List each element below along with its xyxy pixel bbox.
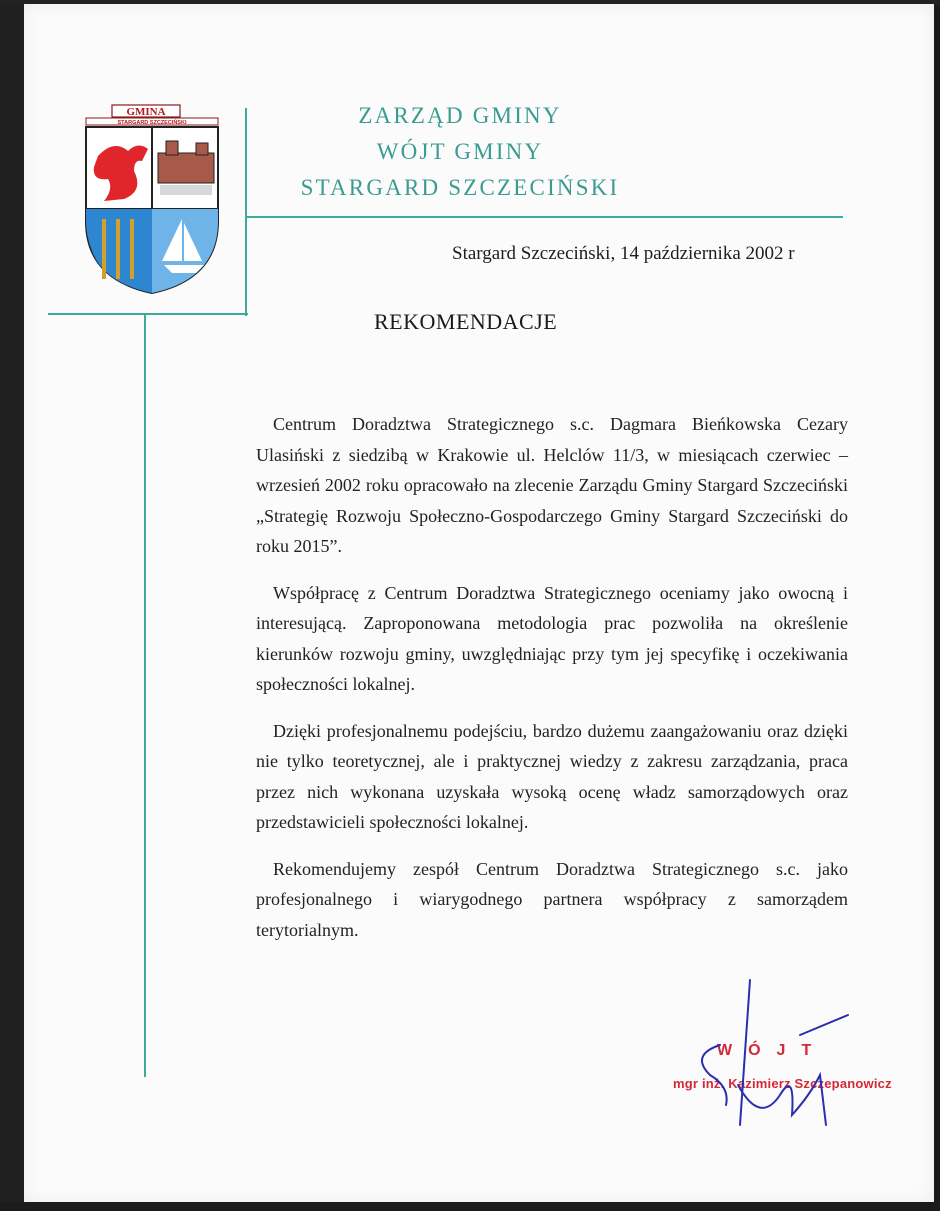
letter-body: [256, 409, 848, 961]
letterhead-line-2: WÓJT GMINY: [376, 139, 544, 164]
stamp-name: mgr inż. Kazimierz Szczepanowicz: [673, 1076, 892, 1091]
letter-date: Stargard Szczeciński, 14 października 2002 r: [452, 243, 795, 264]
letterhead-line-1: ZARZĄD GMINY: [358, 103, 562, 128]
letterhead-rule-vertical-margin: [144, 313, 146, 1077]
scan-border-bottom: [0, 1202, 940, 1211]
paragraph-4: Rekomendujemy zespół Centrum Doradztwa Strategicznego s.c. jako profesjonalnego i wiarygodnego partnera współpracy z samorządem terytorialnym.: [256, 858, 848, 940]
coat-of-arms-icon: [84, 101, 220, 297]
scan-border-left: [0, 0, 24, 1211]
paragraph-2: Współpracę z Centrum Doradztwa Strategicznego oceniamy jako owocną i interesującą. Zaproponowana metodologia prac pozwoliła na określenie kierunków rozwoju gminy, uwzględniając przy tym jej specyfikę i oczekiwania społeczności lokalnej.: [256, 582, 848, 694]
letterhead-rule-horizontal-top: [245, 216, 843, 218]
handwritten-signature: [680, 975, 860, 1145]
paragraph-1: Centrum Doradztwa Strategicznego s.c. Dagmara Bieńkowska Cezary Ulasiński z siedzibą w Krakowie ul. Helclów 11/3, w miesiącach czerwiec – wrzesień 2002 roku opracowało na zlecenie Zarządu Gminy Stargard Szczeciński „Strategię Rozwoju Społeczno-Gospodarczego Gminy Stargard Szczeciński do roku 2015”.: [256, 414, 848, 556]
paragraph-3: Dzięki profesjonalnemu podejściu, bardzo dużemu zaangażowaniu oraz dzięki nie tylko teoretycznej, ale i praktycznej wiedzy z zakresu zarządzania, praca przez nich wykonana uzyskała wysoką ocenę władz samorządowych oraz przedstawicieli społeczności lokalnej.: [256, 720, 848, 832]
letterhead-title: [240, 98, 680, 206]
stamp-title: WÓJT: [717, 1042, 828, 1059]
letterhead-rule-horizontal-crest: [48, 313, 248, 315]
letter-title: REKOMENDACJE: [374, 309, 558, 334]
crest-banner-title: GMINA: [126, 106, 166, 118]
crest-banner-subtitle: STARGARD SZCZECIŃSKI: [117, 120, 187, 126]
letterhead-line-3: STARGARD SZCZECIŃSKI: [300, 175, 620, 200]
